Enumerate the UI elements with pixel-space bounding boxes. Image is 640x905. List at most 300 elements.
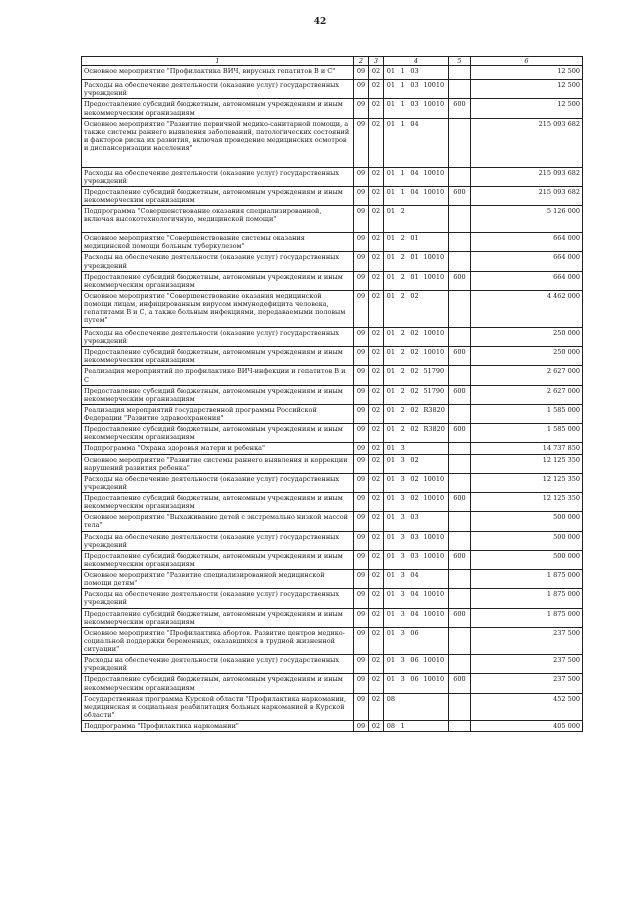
- program-code-part: 01: [386, 551, 396, 560]
- program-code-part: 1: [400, 81, 405, 90]
- row-name: Реализация мероприятий по профилактике ВИЧ-инфекции и гепатитов В и С: [82, 366, 354, 385]
- program-code-part: 01: [410, 253, 419, 262]
- row-section: 09: [354, 674, 369, 693]
- row-section: 09: [354, 290, 369, 327]
- program-code-part: 2: [400, 425, 405, 434]
- row-section: 09: [354, 512, 369, 531]
- row-amount: 12 125 350: [471, 473, 583, 492]
- row-amount: 237 500: [471, 655, 583, 674]
- row-name: Подпрограмма "Совершенствование оказания специализированной, включая высокотехнологичную, медицинской помощи": [82, 206, 354, 233]
- program-code-part: 01: [386, 656, 396, 665]
- row-program-code: [384, 206, 449, 233]
- program-code-parts: [386, 571, 446, 579]
- row-expense-type: 600: [449, 424, 471, 443]
- row-amount: 1 585 000: [471, 404, 583, 423]
- program-code-parts: [386, 387, 446, 395]
- row-amount: 1 875 000: [471, 570, 583, 589]
- row-program-code: [384, 473, 449, 492]
- program-code-part: 03: [410, 532, 419, 541]
- row-program-code: [384, 443, 449, 454]
- program-code-part: 2: [400, 272, 405, 281]
- program-code-part: 10010: [423, 609, 445, 618]
- row-program-code: [384, 693, 449, 720]
- row-subsection: 02: [369, 454, 384, 473]
- program-code-part: 01: [386, 100, 396, 109]
- row-expense-type: 600: [449, 674, 471, 693]
- program-code-part: [423, 722, 446, 730]
- program-code-part: 04: [410, 609, 419, 618]
- row-section: 09: [354, 366, 369, 385]
- row-section: 09: [354, 206, 369, 233]
- row-amount: 664 000: [471, 233, 583, 252]
- row-amount: 1 875 000: [471, 608, 583, 627]
- program-code-part: 02: [410, 328, 419, 337]
- row-expense-type: [449, 473, 471, 492]
- program-code-part: 01: [410, 272, 419, 281]
- row-expense-type: 600: [449, 99, 471, 118]
- row-expense-type: [449, 80, 471, 99]
- table-row: [82, 454, 583, 473]
- row-subsection: 02: [369, 512, 384, 531]
- program-code-parts: [386, 273, 446, 281]
- row-section: 09: [354, 655, 369, 674]
- program-code-part: 3: [400, 532, 405, 541]
- table-row: [82, 347, 583, 366]
- row-program-code: [384, 655, 449, 674]
- row-expense-type: [449, 404, 471, 423]
- row-section: 09: [354, 721, 369, 732]
- row-program-code: [384, 366, 449, 385]
- table-row: [82, 627, 583, 654]
- row-name: Предоставление субсидий бюджетным, автономным учреждениям и иным некоммерческим организациям: [82, 550, 354, 569]
- row-subsection: 02: [369, 80, 384, 99]
- row-section: 09: [354, 589, 369, 608]
- program-code-part: 03: [410, 551, 419, 560]
- row-subsection: 02: [369, 271, 384, 290]
- program-code-part: 01: [386, 675, 396, 684]
- row-expense-type: [449, 627, 471, 654]
- program-code-part: 01: [386, 455, 396, 464]
- program-code-parts: [386, 367, 446, 375]
- program-code-parts: [386, 234, 446, 242]
- row-subsection: 02: [369, 404, 384, 423]
- program-code-part: 10010: [423, 675, 445, 684]
- row-name: Предоставление субсидий бюджетным, автономным учреждениям и иным некоммерческим организациям: [82, 608, 354, 627]
- program-code-part: [423, 292, 446, 300]
- row-program-code: [384, 550, 449, 569]
- program-code-part: 3: [400, 474, 405, 483]
- row-amount: 250 000: [471, 327, 583, 346]
- program-code-parts: [386, 513, 446, 521]
- row-expense-type: 600: [449, 550, 471, 569]
- table-row: [82, 570, 583, 589]
- table-row: [82, 721, 583, 732]
- row-expense-type: [449, 118, 471, 167]
- table-row: [82, 66, 583, 80]
- row-subsection: 02: [369, 186, 384, 205]
- row-expense-type: [449, 570, 471, 589]
- row-expense-type: 600: [449, 385, 471, 404]
- row-name: Предоставление субсидий бюджетным, автономным учреждениям и иным некоммерческим организациям: [82, 424, 354, 443]
- program-code-part: 04: [410, 590, 419, 599]
- program-code-part: [423, 234, 446, 242]
- program-code-part: [423, 456, 446, 464]
- row-name: Предоставление субсидий бюджетным, автономным учреждениям и иным некоммерческим организациям: [82, 271, 354, 290]
- row-program-code: [384, 66, 449, 80]
- row-name: Государственная программа Курской области "Профилактика наркомании, медицинская и социальная реабилитация больных наркоманией в Курской области": [82, 693, 354, 720]
- row-expense-type: [449, 233, 471, 252]
- table-row: [82, 424, 583, 443]
- program-code-part: 10010: [423, 590, 445, 599]
- program-code-part: 01: [386, 474, 396, 483]
- row-amount: 237 500: [471, 674, 583, 693]
- table-row: [82, 118, 583, 167]
- table-row: [82, 531, 583, 550]
- row-subsection: 02: [369, 290, 384, 327]
- row-program-code: [384, 118, 449, 167]
- table-row: [82, 655, 583, 674]
- row-expense-type: 600: [449, 186, 471, 205]
- row-program-code: [384, 99, 449, 118]
- row-expense-type: [449, 443, 471, 454]
- row-program-code: [384, 385, 449, 404]
- table-body: [82, 66, 583, 732]
- row-section: 09: [354, 271, 369, 290]
- row-name: Основное мероприятие "Профилактика ВИЧ, вирусных гепатитов В и С": [82, 66, 354, 80]
- row-expense-type: [449, 167, 471, 186]
- program-code-part: [423, 67, 446, 75]
- program-code-parts: [386, 722, 446, 730]
- row-section: 09: [354, 693, 369, 720]
- program-code-parts: [386, 207, 446, 215]
- row-amount: 5 126 000: [471, 206, 583, 233]
- program-code-part: 10010: [423, 253, 445, 262]
- program-code-part: 02: [410, 405, 419, 414]
- table-row: [82, 80, 583, 99]
- row-section: 09: [354, 404, 369, 423]
- row-section: 09: [354, 118, 369, 167]
- program-code-part: 01: [386, 405, 396, 414]
- program-code-part: 2: [400, 367, 405, 376]
- program-code-part: 04: [410, 187, 419, 196]
- program-code-part: [410, 722, 420, 730]
- row-section: 09: [354, 493, 369, 512]
- program-code-part: 01: [386, 494, 396, 502]
- row-section: 09: [354, 570, 369, 589]
- row-subsection: 02: [369, 550, 384, 569]
- program-code-parts: [386, 656, 446, 664]
- program-code-part: 01: [410, 234, 419, 243]
- row-subsection: 02: [369, 693, 384, 720]
- program-code-part: 3: [400, 444, 405, 453]
- program-code-part: 03: [410, 81, 419, 90]
- program-code-part: 02: [410, 474, 419, 483]
- program-code-part: 3: [400, 628, 405, 637]
- program-code-part: 2: [400, 328, 405, 337]
- program-code-part: 01: [386, 272, 396, 281]
- row-name: Предоставление субсидий бюджетным, автономным учреждениям и иным некоммерческим организациям: [82, 385, 354, 404]
- table-row: [82, 674, 583, 693]
- row-name: Расходы на обеспечение деятельности (оказание услуг) государственных учреждений: [82, 655, 354, 674]
- row-amount: 2 627 000: [471, 366, 583, 385]
- row-expense-type: 600: [449, 493, 471, 512]
- program-code-parts: [386, 494, 446, 502]
- program-code-part: R3820: [423, 425, 445, 434]
- row-amount: 405 000: [471, 721, 583, 732]
- header-col-2: 2: [354, 57, 369, 66]
- row-name: Предоставление субсидий бюджетным, автономным учреждениям и иным некоммерческим организациям: [82, 674, 354, 693]
- program-code-part: 1: [400, 722, 405, 730]
- program-code-part: 1: [400, 187, 405, 196]
- row-expense-type: [449, 589, 471, 608]
- row-amount: 12 500: [471, 66, 583, 80]
- program-code-part: 3: [400, 494, 405, 502]
- program-code-part: 01: [386, 590, 396, 599]
- program-code-part: 01: [386, 425, 396, 434]
- row-expense-type: [449, 327, 471, 346]
- header-col-5: 5: [449, 57, 471, 66]
- table-row: [82, 290, 583, 327]
- program-code-part: 01: [386, 207, 396, 216]
- row-name: Расходы на обеспечение деятельности (оказание услуг) государственных учреждений: [82, 589, 354, 608]
- header-col-3: 3: [369, 57, 384, 66]
- program-code-part: 2: [400, 405, 405, 414]
- row-amount: 237 500: [471, 627, 583, 654]
- program-code-parts: [386, 329, 446, 337]
- row-subsection: 02: [369, 570, 384, 589]
- row-amount: 500 000: [471, 512, 583, 531]
- program-code-part: 04: [410, 119, 419, 128]
- program-code-part: 3: [400, 609, 405, 618]
- program-code-part: 1: [400, 67, 405, 76]
- row-name: Основное мероприятие "Развитие системы раннего выявления и коррекции нарушений развития ребенка": [82, 454, 354, 473]
- row-section: 09: [354, 531, 369, 550]
- program-code-part: 2: [400, 207, 405, 216]
- program-code-part: 10010: [423, 494, 445, 502]
- row-section: 09: [354, 424, 369, 443]
- row-subsection: 02: [369, 655, 384, 674]
- program-code-part: 3: [400, 513, 405, 522]
- row-expense-type: [449, 206, 471, 233]
- row-subsection: 02: [369, 118, 384, 167]
- row-section: 09: [354, 627, 369, 654]
- program-code-part: 10010: [423, 168, 445, 177]
- row-expense-type: [449, 512, 471, 531]
- row-program-code: [384, 404, 449, 423]
- row-name: Расходы на обеспечение деятельности (оказание услуг) государственных учреждений: [82, 473, 354, 492]
- row-subsection: 02: [369, 473, 384, 492]
- program-code-part: 02: [410, 494, 419, 502]
- row-program-code: [384, 454, 449, 473]
- row-amount: 664 000: [471, 271, 583, 290]
- row-subsection: 02: [369, 589, 384, 608]
- row-subsection: 02: [369, 366, 384, 385]
- program-code-part: 10010: [423, 532, 445, 541]
- table-row: [82, 327, 583, 346]
- program-code-part: 10010: [423, 656, 445, 665]
- row-program-code: [384, 627, 449, 654]
- row-section: 09: [354, 186, 369, 205]
- row-amount: 215 093 682: [471, 118, 583, 167]
- program-code-part: 01: [386, 119, 396, 128]
- header-col-6: 6: [471, 57, 583, 66]
- program-code-parts: [386, 292, 446, 300]
- program-code-part: 02: [410, 425, 419, 434]
- row-program-code: [384, 424, 449, 443]
- row-amount: 215 093 682: [471, 186, 583, 205]
- row-amount: 14 737 850: [471, 443, 583, 454]
- row-section: 09: [354, 347, 369, 366]
- row-subsection: 02: [369, 233, 384, 252]
- program-code-part: [410, 444, 420, 452]
- row-section: 09: [354, 385, 369, 404]
- program-code-part: 02: [410, 386, 419, 395]
- table-row: [82, 366, 583, 385]
- program-code-parts: [386, 552, 446, 560]
- row-name: Расходы на обеспечение деятельности (оказание услуг) государственных учреждений: [82, 167, 354, 186]
- program-code-part: 01: [386, 386, 396, 395]
- program-code-part: R3820: [423, 405, 445, 414]
- program-code-part: 01: [386, 328, 396, 337]
- program-code-part: 3: [400, 590, 405, 599]
- row-name: Реализация мероприятий государственной программы Российской Федерации "Развитие здравоохранения": [82, 404, 354, 423]
- table-row: [82, 404, 583, 423]
- row-name: Основное мероприятие "Профилактика абортов. Развитие центров медико-социальной поддержки беременных, оказавшихся в трудной жизненной ситуации": [82, 627, 354, 654]
- row-program-code: [384, 271, 449, 290]
- program-code-parts: [386, 629, 446, 637]
- program-code-part: 10010: [423, 551, 445, 560]
- row-expense-type: [449, 290, 471, 327]
- row-subsection: 02: [369, 493, 384, 512]
- program-code-part: 51790: [423, 367, 445, 376]
- row-subsection: 02: [369, 327, 384, 346]
- row-section: 09: [354, 99, 369, 118]
- row-name: Основное мероприятие "Развитие специализированной медицинской помощи детям": [82, 570, 354, 589]
- program-code-part: [423, 571, 446, 579]
- row-amount: 500 000: [471, 550, 583, 569]
- row-name: Расходы на обеспечение деятельности (оказание услуг) государственных учреждений: [82, 252, 354, 271]
- row-section: 09: [354, 608, 369, 627]
- program-code-part: 01: [386, 609, 396, 618]
- row-program-code: [384, 674, 449, 693]
- row-program-code: [384, 233, 449, 252]
- program-code-part: 06: [410, 675, 419, 684]
- table-row: [82, 608, 583, 627]
- row-program-code: [384, 721, 449, 732]
- program-code-part: 01: [386, 234, 396, 243]
- program-code-part: 01: [386, 444, 396, 453]
- program-code-part: 2: [400, 253, 405, 262]
- table-row: [82, 252, 583, 271]
- program-code-part: 01: [386, 67, 396, 76]
- program-code-parts: [386, 169, 446, 177]
- program-code-parts: [386, 67, 446, 75]
- table-header-row: [82, 57, 583, 66]
- table-row: [82, 693, 583, 720]
- row-section: 09: [354, 66, 369, 80]
- program-code-parts: [386, 425, 446, 433]
- row-program-code: [384, 493, 449, 512]
- program-code-part: 02: [410, 348, 419, 357]
- row-section: 09: [354, 473, 369, 492]
- row-amount: 12 500: [471, 99, 583, 118]
- row-name: Расходы на обеспечение деятельности (оказание услуг) государственных учреждений: [82, 327, 354, 346]
- row-program-code: [384, 252, 449, 271]
- row-amount: 1 875 000: [471, 589, 583, 608]
- row-program-code: [384, 347, 449, 366]
- program-code-part: 3: [400, 675, 405, 684]
- row-program-code: [384, 531, 449, 550]
- program-code-parts: [386, 100, 446, 108]
- row-name: Основное мероприятие "Совершенствование системы оказания медицинской помощи больным туберкулезом": [82, 233, 354, 252]
- row-subsection: 02: [369, 99, 384, 118]
- row-expense-type: [449, 252, 471, 271]
- page-number: 42: [313, 17, 327, 27]
- row-name: Основное мероприятие "Совершенствование оказания медицинской помощи лицам, инфицированным вирусом иммунодефицита человека, гепатитами В и С, а также больным инфекциями, передаваемыми половым путем": [82, 290, 354, 327]
- row-subsection: 02: [369, 531, 384, 550]
- table-row: [82, 385, 583, 404]
- program-code-part: 10010: [423, 100, 445, 109]
- program-code-part: [410, 695, 420, 703]
- program-code-parts: [386, 695, 446, 703]
- row-amount: 215 093 682: [471, 167, 583, 186]
- program-code-parts: [386, 675, 446, 683]
- program-code-parts: [386, 475, 446, 483]
- row-expense-type: [449, 66, 471, 80]
- table-row: [82, 473, 583, 492]
- program-code-part: 01: [386, 168, 396, 177]
- program-code-part: 03: [410, 100, 419, 109]
- program-code-part: 51790: [423, 386, 445, 395]
- program-code-part: [423, 629, 446, 637]
- program-code-part: 01: [386, 291, 396, 300]
- table-row: [82, 443, 583, 454]
- row-amount: 12 125 350: [471, 493, 583, 512]
- row-program-code: [384, 589, 449, 608]
- program-code-part: 01: [386, 571, 396, 579]
- row-amount: 12 500: [471, 80, 583, 99]
- table-row: [82, 167, 583, 186]
- program-code-part: 10010: [423, 328, 445, 337]
- program-code-part: 01: [386, 367, 396, 376]
- table-row: [82, 206, 583, 233]
- row-section: 09: [354, 167, 369, 186]
- row-subsection: 02: [369, 66, 384, 80]
- budget-table: [81, 56, 583, 732]
- program-code-part: 01: [386, 348, 396, 357]
- program-code-part: 10010: [423, 348, 445, 357]
- program-code-part: 3: [400, 551, 405, 560]
- program-code-parts: [386, 456, 446, 464]
- program-code-part: 2: [400, 291, 405, 300]
- program-code-parts: [386, 406, 446, 414]
- program-code-part: 2: [400, 386, 405, 395]
- row-name: Подпрограмма "Охрана здоровья матери и ребенка": [82, 443, 354, 454]
- row-expense-type: [449, 721, 471, 732]
- program-code-part: 01: [386, 187, 396, 196]
- row-section: 09: [354, 80, 369, 99]
- row-name: Расходы на обеспечение деятельности (оказание услуг) государственных учреждений: [82, 80, 354, 99]
- table-row: [82, 186, 583, 205]
- row-name: Предоставление субсидий бюджетным, автономным учреждениям и иным некоммерческим организациям: [82, 493, 354, 512]
- row-amount: 1 585 000: [471, 424, 583, 443]
- row-amount: 250 000: [471, 347, 583, 366]
- program-code-parts: [386, 253, 446, 261]
- program-code-part: 2: [400, 348, 405, 357]
- program-code-parts: [386, 120, 446, 128]
- program-code-part: 01: [386, 628, 396, 637]
- row-name: Подпрограмма "Профилактика наркомании": [82, 721, 354, 732]
